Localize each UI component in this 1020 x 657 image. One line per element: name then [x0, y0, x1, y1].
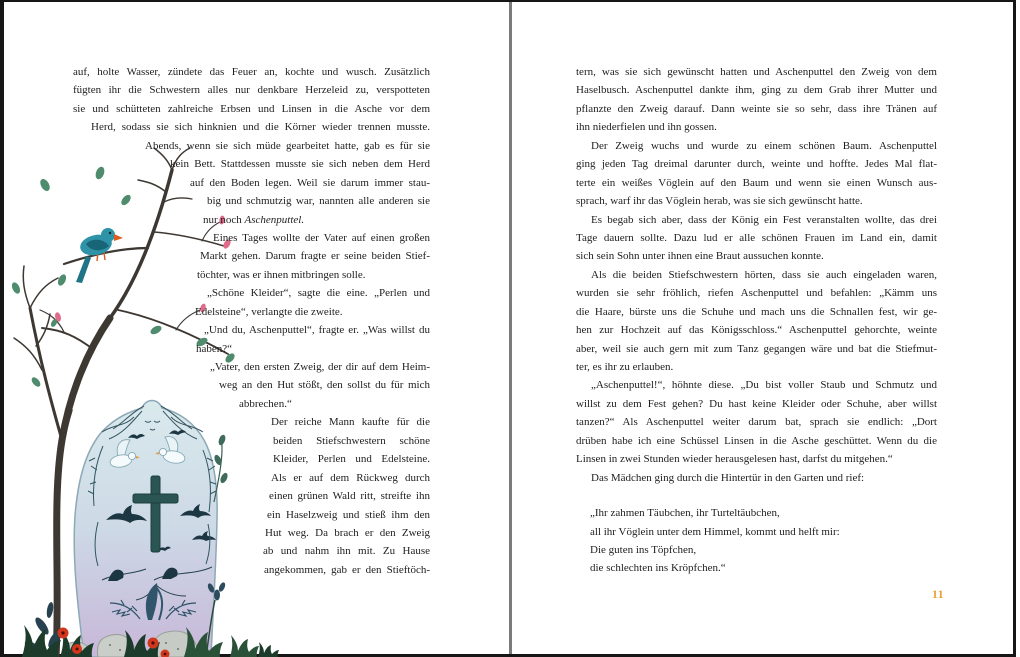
text-line	[271, 469, 430, 487]
text-segment: angekommen, gab er den Stieftöch-	[264, 563, 430, 576]
text-line	[271, 413, 430, 431]
page-gutter-line	[509, 2, 512, 654]
text-line	[576, 340, 937, 358]
text-line	[203, 211, 430, 229]
text-segment: nur noch	[203, 213, 245, 226]
left-page-text-column	[73, 63, 430, 579]
text-segment: fügten ihr die Schwestern alles nur denkbare Herzeleid zu, verspotteten	[73, 84, 430, 97]
text-line	[210, 358, 430, 376]
text-line	[576, 118, 937, 136]
text-segment: beiden Stiefschwestern schöne	[273, 434, 430, 447]
text-segment: „Schöne Kleider“, sagte die eine. „Perlen und	[207, 287, 430, 300]
text-segment: tern, was sie sich gewünscht hatten und Aschenputtel den Zweig von dem	[576, 66, 937, 78]
text-segment: Tage dauern sollte. Dazu lud er alle schönen Frauen im Land ein, damit	[576, 231, 937, 244]
text-segment: Haselbusch. Aschenputtel dankte ihm, ging zu dem Grab ihrer Mutter und	[576, 84, 937, 97]
text-line	[576, 432, 937, 450]
text-line	[576, 284, 937, 302]
text-segment: tanzen?“ Als Aschenputtel weiter darum bat, sprach sie endlich: „Dort	[576, 416, 937, 429]
verse-block	[576, 504, 937, 578]
text-line	[576, 266, 937, 284]
text-segment: die schlechten ins Kröpfchen.“	[590, 562, 726, 575]
text-line	[576, 469, 937, 487]
text-segment: sich sein Sohn unter ihnen eine Braut aussuchen konnte.	[576, 250, 824, 263]
text-line	[576, 321, 937, 339]
text-segment: Als er auf dem Rückweg durch	[271, 471, 430, 484]
text-line	[576, 303, 937, 321]
text-segment: Das Mädchen ging durch die Hintertür in den Garten und rief:	[591, 471, 865, 484]
text-segment: ab und nahm ihn mit. Zu Hause	[263, 545, 430, 558]
text-segment: Abends, wenn sie sich müde gearbeitet hatte, gab es für sie	[145, 139, 430, 152]
text-segment: Hut weg. Da brach er den Zweig	[265, 526, 430, 539]
text-line	[219, 376, 430, 394]
text-segment: Kleider, Perlen und Edelsteine.	[273, 453, 430, 466]
text-line	[239, 395, 430, 413]
text-segment: Als die beiden Stiefschwestern hörten, dass sie auch eingeladen waren,	[591, 268, 937, 281]
text-segment: haben?“	[196, 342, 233, 355]
text-line	[91, 118, 430, 136]
text-segment: ging jeden Tag dreimal darunter durch, weinte und hoffte. Jedes Mal flat-	[576, 158, 937, 171]
text-line	[590, 559, 937, 577]
text-line	[576, 192, 937, 210]
text-line	[73, 100, 430, 118]
text-line	[576, 63, 937, 81]
text-line	[576, 376, 937, 394]
text-line	[576, 81, 937, 99]
text-segment: wurden sie sehr fröhlich, riefen Aschenputtel und befahlen: „Kämm uns	[576, 287, 937, 300]
text-line	[576, 413, 937, 431]
text-segment: hen zur Hochzeit auf das Königsschloss.“ Aschenputtel gehorchte, weinte	[576, 324, 937, 337]
text-line	[170, 155, 430, 173]
text-segment: Eines Tages wollte der Vater auf einen großen	[213, 231, 430, 244]
text-line	[197, 266, 430, 284]
text-line	[576, 247, 937, 265]
text-segment: Edelsteine“, verlangte die zweite.	[195, 305, 343, 318]
text-line	[273, 432, 430, 450]
text-segment: „Und du, Aschenputtel“, fragte er. „Was willst du	[204, 324, 430, 337]
text-line	[196, 340, 430, 358]
text-line	[213, 229, 430, 247]
text-segment: „Ihr zahmen Täubchen, ihr Turteltäubchen,	[590, 507, 780, 520]
text-line	[590, 523, 937, 541]
text-segment: terte ein weißes Vöglein auf den Baum und wenn sie einen Wunsch aus-	[576, 176, 937, 189]
text-segment: aber, weil sie auch gern mit zum Tanz gegangen wäre und bat die Stiefmut-	[576, 342, 937, 355]
text-line	[576, 155, 937, 173]
text-line	[73, 63, 430, 81]
text-segment: weg an den Hut stößt, den sollst du für mich	[219, 379, 430, 392]
text-segment: einen grünen Wald ritt, streifte ihn	[269, 490, 430, 503]
text-segment: ter, es ihr zu erlauben.	[576, 361, 674, 373]
text-line	[576, 137, 937, 155]
text-line	[73, 81, 430, 99]
text-segment: „Aschenputtel!“, höhnte diese. „Du bist voller Staub und Schmutz und	[591, 379, 937, 392]
text-segment: Herd, sodass sie sich hinknien und die Körner wieder trennen musste.	[91, 121, 430, 134]
text-line	[204, 321, 430, 339]
text-line	[145, 137, 430, 155]
text-segment: all ihr Vöglein unter dem Himmel, kommt und helft mir:	[590, 525, 840, 538]
text-line	[267, 506, 430, 524]
text-line	[263, 542, 430, 560]
text-line	[195, 303, 430, 321]
text-segment: sprach, warf ihr das Vöglein herab, was sie sich gewünscht hatte.	[576, 195, 863, 208]
text-segment: willst zu dem Fest gehen? Du hast keine Kleider oder Schuhe, aber willst	[576, 397, 937, 410]
text-segment: Der Zweig wuchs und wurde zu einem schönen Baum. Aschenputtel	[591, 139, 937, 152]
text-segment: Markt gehen. Darum fragte er seine beiden Stief-	[200, 250, 430, 263]
text-line	[590, 504, 937, 522]
italic-text: Aschenputtel.	[244, 213, 305, 226]
text-line	[207, 192, 430, 210]
text-segment: töchter, was er ihnen mitbringen solle.	[197, 268, 366, 281]
text-segment: ihn niederfielen und ihn gossen.	[576, 121, 717, 134]
text-segment: Die guten ins Töpfchen,	[590, 543, 697, 556]
text-segment: Es begab sich aber, dass der König ein Fest veranstalten wollte, das drei	[591, 213, 937, 226]
text-line	[576, 229, 937, 247]
text-line	[200, 247, 430, 265]
text-line	[265, 524, 430, 542]
text-segment: big und schmutzig war, nannten alle anderen sie	[207, 195, 430, 208]
right-page-text-column	[576, 63, 937, 578]
text-line	[590, 541, 937, 559]
text-segment: kein Bett. Stattdessen musste sie sich neben dem Herd	[170, 158, 430, 171]
text-segment: sie und schütteten zahlreiche Erbsen und Linsen in die Asche vor dem	[73, 102, 430, 115]
text-segment: Linsen in zwei Stunden wieder herausgelesen hast, darfst du mitgehen.“	[576, 453, 893, 466]
text-segment: drüben habe ich eine Schüssel Linsen in die Asche geschüttet. Wenn du die	[576, 434, 937, 447]
text-line	[576, 358, 937, 376]
text-line	[207, 284, 430, 302]
text-line	[576, 100, 937, 118]
text-segment: „Vater, den ersten Zweig, der dir auf dem Heim-	[210, 361, 430, 373]
text-segment: die Haare, bürste uns die Schuhe und mach uns die Schnallen fest, wir ge-	[576, 305, 937, 318]
text-segment: pflanzte den Zweig darauf. Dann weinte sie so sehr, dass ihre Tränen auf	[576, 102, 937, 115]
text-segment: auf den Boden legen. Weil sie darum immer stau-	[190, 176, 430, 189]
page-number: 11	[931, 587, 945, 601]
text-segment: abbrechen.“	[239, 397, 292, 410]
text-line	[576, 211, 937, 229]
text-line	[576, 395, 937, 413]
text-line	[273, 450, 430, 468]
text-line	[190, 174, 430, 192]
text-segment: Der reiche Mann kaufte für die	[271, 416, 430, 429]
text-segment: ein Haselzweig und stieß ihm den	[267, 508, 430, 521]
text-line	[576, 174, 937, 192]
text-line	[269, 487, 430, 505]
text-segment: auf, holte Wasser, zündete das Feuer an, kochte und wusch. Zusätzlich	[73, 66, 430, 78]
text-line	[264, 561, 430, 579]
text-line	[576, 450, 937, 468]
